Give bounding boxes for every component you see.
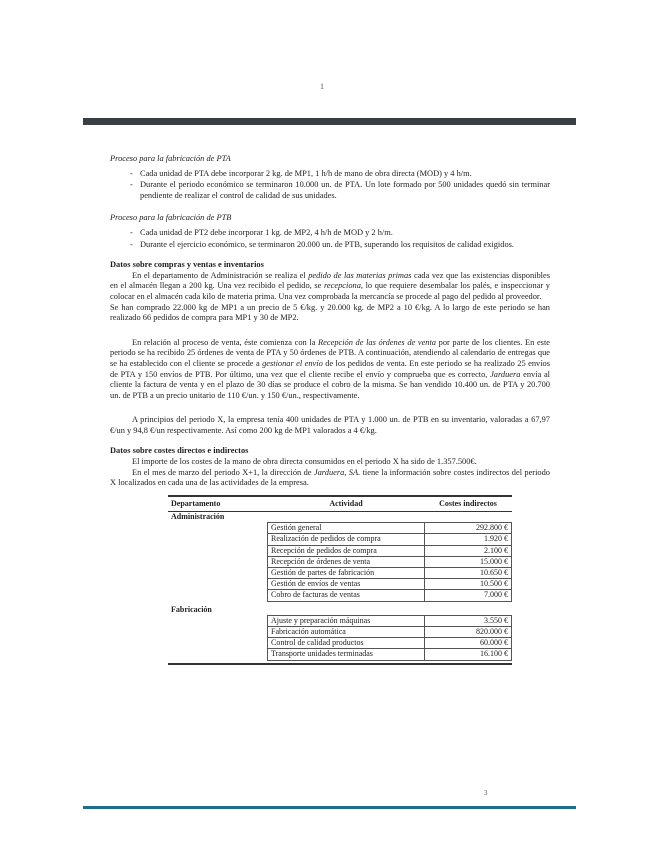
- text-run: de los pedidos de venta. En este periodo se ha realizado 25 envíos de PTA y 150 envíos de PTB. Por último, una vez que el cliente recibe el envío y comprueba que es correcto,: [110, 358, 550, 379]
- dept-fabricacion: Fabricación: [171, 604, 212, 614]
- text-run: envía al cliente la factura de venta y en el plazo de 30 días se produce el cobro de la misma. Se han vendido 10.400 un. de PTA y 20.700 un. de PTB a un precio unitario de 110 €/un. y 150 €/un., respectivamente.: [110, 369, 550, 400]
- cost-cell: 16.100 €: [425, 649, 512, 660]
- activity-cell: Control de calidad productos: [268, 638, 425, 649]
- cost-cell: 7.000 €: [425, 590, 512, 601]
- empty-cell: [168, 534, 268, 545]
- footer-bar: [83, 806, 576, 809]
- empty-cell: [168, 615, 268, 626]
- table-row: [168, 627, 512, 638]
- pta-bullet-1: - Cada unidad de PTA debe incorporar 2 kg. de MP1, 1 h/h de mano de obra directa (MOD) y 4 h/m.: [130, 169, 550, 180]
- activity-cell: Realización de pedidos de compra: [268, 534, 425, 545]
- table-row: [168, 615, 512, 626]
- header-bar: [83, 118, 576, 125]
- header-actividad: Actividad: [268, 496, 425, 512]
- activity-cell: Fabricación automática: [268, 627, 425, 638]
- emphasis-text: Jarduera: [490, 369, 521, 379]
- ventas-paragraph: [110, 338, 550, 402]
- activity-cell: Gestión de partes de fabricación: [268, 568, 425, 579]
- table-row: [168, 590, 512, 601]
- text-run: En el mes de marzo del periodo X+1, la dirección de: [132, 467, 314, 477]
- cost-cell: 2.100 €: [425, 545, 512, 556]
- dept-administracion: Administración: [171, 512, 225, 522]
- compras-paragraph-1: [110, 271, 550, 303]
- table-row: [168, 579, 512, 590]
- cost-cell: 10.650 €: [425, 568, 512, 579]
- header-costes: Costes indirectos: [425, 496, 512, 512]
- table-row: [168, 605, 512, 616]
- text-run: En relación al proceso de venta, éste comienza con la: [132, 337, 319, 347]
- text-run: , lo que requiere desembalar los palés, e inspeccionar y colocar en el almacén cada kilo de materia prima. Una vez comprobada la mercancía se procede al pago del pedido al proveedor.: [110, 281, 550, 301]
- empty-cell: [168, 579, 268, 590]
- ptb-section-title: Proceso para la fabricación de PTB: [110, 213, 232, 223]
- footer-cell: [168, 660, 512, 664]
- page-bottom-number: 3: [484, 789, 488, 797]
- table-row: [168, 545, 512, 556]
- pta-bullet-list: [110, 169, 550, 202]
- costes-paragraph-2: [110, 468, 550, 489]
- cost-cell: 1.920 €: [425, 534, 512, 545]
- inventario-paragraph: A principios del periodo X, la empresa tenía 400 unidades de PTA y 1.000 un. de PTB en su inventario, valoradas a 67,97 €/un y 94,8 €/un respectivamente. Así como 200 kg de MP1 valorados a 4 €/kg.: [110, 415, 550, 435]
- empty-cell: [168, 545, 268, 556]
- cost-cell: 15.000 €: [425, 556, 512, 567]
- emphasis-text: recepciona: [323, 281, 361, 291]
- activity-cell: Ajuste y preparación máquinas: [268, 615, 425, 626]
- activity-cell: Recepción de pedidos de compra: [268, 545, 425, 556]
- costes-paragraph-1: El importe de los costes de la mano de obra directa consumidos en el periodo X ha sido de 1.357.500€.: [132, 457, 477, 467]
- costes-heading: Datos sobre costes directos e indirectos: [110, 446, 249, 456]
- text-run: cada vez que las existencias disponibles en el almacén llegan a 200 kg. Una vez recibido el pedido, se: [110, 270, 550, 291]
- activity-cell: Transporte unidades terminadas: [268, 649, 425, 660]
- emphasis-text: gestionar el envío: [262, 358, 323, 368]
- cost-cell: 820.000 €: [425, 627, 512, 638]
- emphasis-text: Recepción de las órdenes de venta: [318, 337, 436, 347]
- table-row: [168, 512, 512, 523]
- pta-bullet-2: - Durante el periodo económico se terminaron 10.000 un. de PTA. Un lote formado por 500 unidades quedó sin terminar pendiente de realizar el control de calidad de sus unidades.: [130, 180, 550, 201]
- activity-cell: Gestión general: [268, 523, 425, 534]
- emphasis-text: pedido de las materias primas: [308, 270, 412, 280]
- empty-cell: [168, 590, 268, 601]
- table-row: [168, 534, 512, 545]
- empty-cell: [168, 523, 268, 534]
- table-header-row: [168, 496, 512, 512]
- compras-heading: Datos sobre compras y ventas e inventarios: [110, 260, 264, 270]
- document-content: [110, 154, 550, 665]
- empty-cell: [168, 649, 268, 660]
- empty-cell: [168, 556, 268, 567]
- empty-cell: [168, 638, 268, 649]
- table-footer-rule: [168, 660, 512, 664]
- cost-cell: 10.500 €: [425, 579, 512, 590]
- text-run: tiene la información sobre costes indirectos del periodo X localizados en cada una de las actividades de la empresa.: [110, 467, 550, 488]
- table-row: [168, 649, 512, 660]
- cost-cell: 3.550 €: [425, 615, 512, 626]
- text-run: por parte de los clientes. En este periodo se ha recibido 25 órdenes de venta de PTA y 50 órdenes de PTB. A continuación, atendiendo al calendario de entregas que se ha establecido con el cliente se procede a: [110, 337, 550, 368]
- ptb-bullet-2: - Durante el ejercicio económico, se terminaron 20.000 un. de PTB, superando los requisitos de calidad exigidos.: [130, 240, 550, 251]
- table-row: [168, 523, 512, 534]
- table-row: [168, 568, 512, 579]
- empty-cell: [168, 627, 268, 638]
- page-top-number: 1: [320, 82, 324, 91]
- compras-paragraph-2: Se han comprado 22.000 kg de MP1 a un precio de 5 €/kg. y 20.000 kg. de MP2 a 10 €/kg. A lo largo de este periodo se han realizado 66 pedidos de compra para MP1 y 30 de MP2.: [110, 302, 550, 323]
- ptb-bullet-1: - Cada unidad de PT2 debe incorporar 1 kg. de MP2, 4 h/h de MOD y 2 h/m.: [130, 228, 550, 239]
- header-departamento: Departamento: [168, 496, 268, 512]
- cost-cell: 292.800 €: [425, 523, 512, 534]
- table-row: [168, 638, 512, 649]
- cost-cell: 60.000 €: [425, 638, 512, 649]
- table-row: [168, 556, 512, 567]
- activity-cell: Gestión de envíos de ventas: [268, 579, 425, 590]
- ptb-bullet-list: [110, 228, 550, 250]
- text-run: En el departamento de Administración se realiza el: [132, 270, 309, 280]
- activity-cell: Recepción de órdenes de venta: [268, 556, 425, 567]
- indirect-costs-table: [168, 495, 512, 665]
- activity-cell: Cobro de facturas de ventas: [268, 590, 425, 601]
- emphasis-text: Jarduera, SA.: [313, 467, 361, 477]
- empty-cell: [168, 568, 268, 579]
- pta-section-title: Proceso para la fabricación de PTA: [110, 154, 231, 163]
